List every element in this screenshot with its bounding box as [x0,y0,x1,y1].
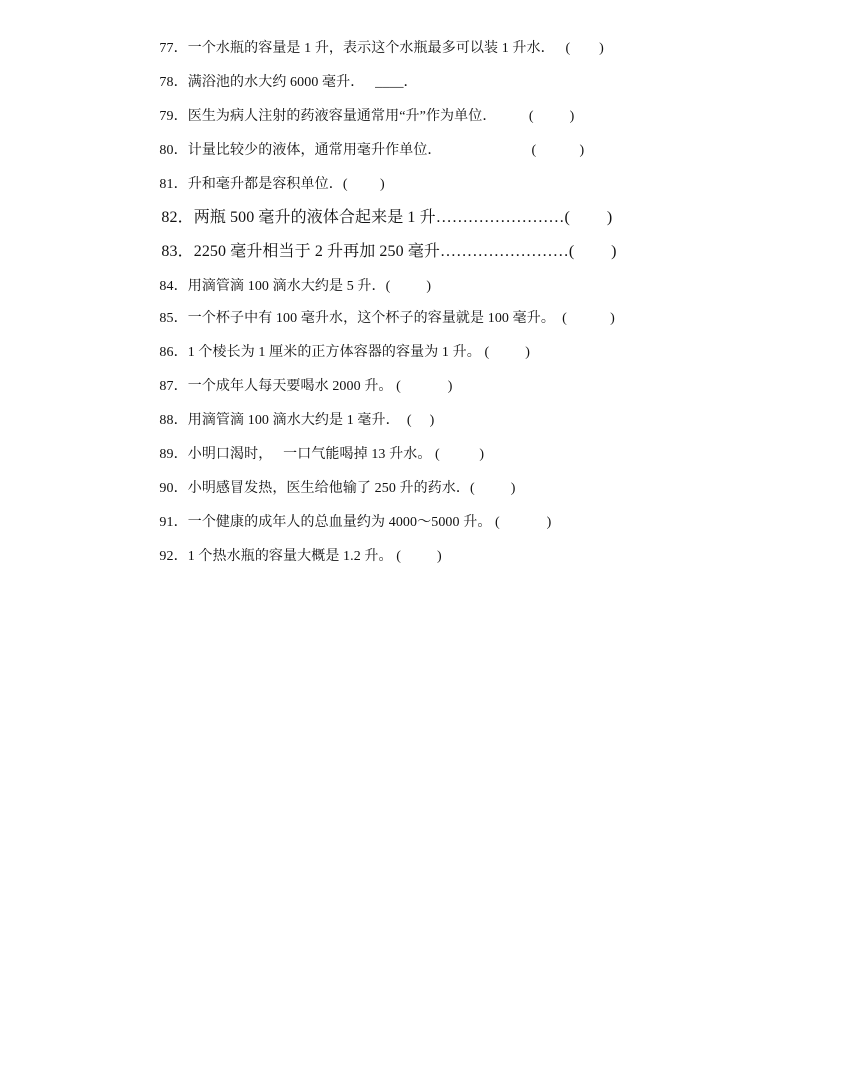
question-text: 小明感冒发热，医生给他输了 250 升的药水． [187,481,471,496]
answer-blank: ( ) [406,413,435,428]
question-text: 一个健康的成年人的总血量约为 4000～5000 升。 [187,515,492,530]
question-number: 91． [159,515,188,530]
answer-blank: ( ) [484,345,530,360]
question-number: 86． [159,345,188,360]
question-number: 85． [159,311,188,326]
answer-blank: ( ) [342,177,385,192]
question-number: 89． [159,447,188,462]
question-text: 用滴管滴 100 滴水大约是 1 毫升． [187,413,400,428]
answer-blank: ( ) [495,515,552,530]
question-text: 1 个棱长为 1 厘米的正方体容器的容量为 1 升。 [187,345,481,360]
question-text: 计量比较少的液体，通常用毫升作单位． [187,143,442,158]
question-text: 小明口渴时， 一口气能喝掉 13 升水。 [187,447,432,462]
question-text: 两瓶 500 毫升的液体合起来是 1 升…………………… [193,209,565,226]
question-number: 83． [161,243,194,260]
question-number: 81． [159,177,188,192]
question-text: 用滴管滴 100 滴水大约是 5 升． [187,279,386,294]
question-number: 80． [159,143,188,158]
answer-blank: ( ) [531,143,585,158]
answer-blank: ( ) [385,279,432,294]
question-text: 2250 毫升相当于 2 升再加 250 毫升…………………… [193,243,569,260]
answer-blank: ( ) [564,209,613,226]
question-text: 一个水瓶的容量是 1 升，表示这个水瓶最多可以装 1 升水． [187,41,555,56]
question-number: 90． [159,481,188,496]
question-number: 79． [159,109,188,124]
answer-blank: ( ) [470,481,516,496]
question-text: 医生为病人注射的药液容量通常用“升”作为单位． [187,109,497,124]
question-number: 88． [159,413,188,428]
question-number: 87． [159,379,188,394]
question-number: 84． [159,279,188,294]
answer-blank: ( ) [435,447,485,462]
answer-blank: ( ) [568,243,617,260]
answer-blank: ( ) [528,109,575,124]
answer-blank: ( ) [396,549,442,564]
question-text: 一个杯子中有 100 毫升水，这个杯子的容量就是 100 毫升。 [187,311,555,326]
question-number: 82． [161,209,194,226]
question-92 [145,527,442,587]
answer-blank: ( ) [396,379,453,394]
question-text: 升和毫升都是容积单位． [187,177,343,192]
question-number: 77． [159,41,188,56]
question-text: 一个成年人每天要喝水 2000 升。 [187,379,393,394]
answer-blank: ( ) [562,311,615,326]
question-number: 92． [159,549,188,564]
answer-blank: ____． [375,75,418,90]
question-text: 满浴池的水大约 6000 毫升． [187,75,365,90]
answer-blank: ( ) [565,41,604,56]
question-text: 1 个热水瓶的容量大概是 1.2 升。 [187,549,393,564]
question-number: 78． [159,75,188,90]
